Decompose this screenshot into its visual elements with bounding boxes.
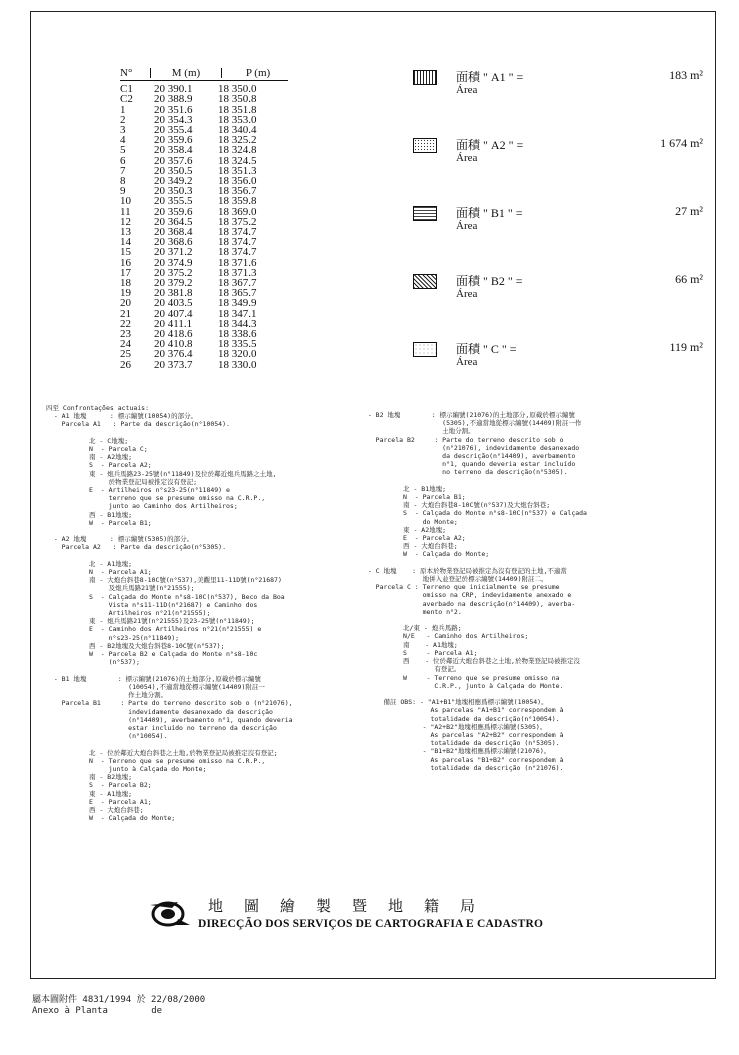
p-coordinate: 18 371.6 bbox=[218, 256, 257, 269]
legend-item-b1 bbox=[413, 202, 713, 270]
point-id: 24 bbox=[120, 338, 131, 351]
point-id: 5 bbox=[120, 144, 126, 157]
coordinate-row bbox=[120, 156, 288, 166]
point-id: 16 bbox=[120, 256, 131, 269]
m-coordinate: 20 407.4 bbox=[154, 307, 193, 320]
legend-area-word: Área bbox=[456, 84, 478, 96]
p-coordinate: 18 365.7 bbox=[218, 287, 257, 300]
p-coordinate: 18 374.7 bbox=[218, 246, 257, 259]
point-id: 8 bbox=[120, 175, 126, 188]
m-coordinate: 20 358.4 bbox=[154, 144, 193, 157]
m-coordinate: 20 379.2 bbox=[154, 277, 193, 290]
m-coordinate: 20 388.9 bbox=[154, 93, 193, 106]
p-coordinate: 18 371.3 bbox=[218, 266, 257, 279]
p-coordinate: 18 347.1 bbox=[218, 307, 257, 320]
m-coordinate: 20 355.5 bbox=[154, 195, 193, 208]
legend-area-word: Área bbox=[456, 288, 478, 300]
point-id: 26 bbox=[120, 358, 131, 371]
point-id: 1 bbox=[120, 103, 126, 116]
light-dotted-swatch-icon bbox=[413, 342, 437, 357]
m-coordinate: 20 376.4 bbox=[154, 348, 193, 361]
coordinate-row bbox=[120, 247, 288, 257]
coordinate-row bbox=[120, 84, 288, 94]
confrontations-right-column: - B2 地塊 : 標示編號(21076)的土地部分,原載於標示編號 (5305),不適當地從標示編號(14409)附註一作 土地分割。 Parcela B2 : Parte do terreno descrito sob o (n°21076), indevidamente desanexado da descrição(n°14409), averbamento n°1, quando deveria estar incluído no terreno da descrição(n°5305). 北 - B1地塊; N - Parcela B1; 南 - 大炮台斜巷8-10C號(n°537)及大炮台斜巷; S - Calçada do Monte n°s8-10C(n°537) e Calçada do Monte; 東 - A2地塊; E - Parcela A2; 西 - 大炮台斜巷; W - Calçada do Monte; - C 地塊 : 原本於物業登記局被推定為沒有登記的土地,不適當 地併入並登記於標示編號(14409)附註二。 Parcela C : Terreno que inicialmente se presume omisso na CRP, indevidamente anexado e averbado na descrição(n°14409), averba- mento n°2. 北/東 - 炮兵馬路; N/E - Caminho dos Artilheiros; 南 - A1地塊; S - Parcela A1; 西 - 位於鄰近大炮台斜巷之土地,於物業登記局被推定沒 有登記。 W - Terreno que se presume omisso na C.R.P., junto à Calçada do Monte. 備註 OBS: - "A1+B1"地塊相應爲標示編號(10054)。 As parcelas "A1+B1" correspondem à totalidade da descrição(n°10054). - "A2+B2"地塊相應爲標示編號(5305)。 As parcelas "A2+B2" correspondem à totalidade da descrição (n°5305). - "B1+B2"地塊相應爲標示編號(21076)。 As parcelas "B1+B2" correspondem à totalidade da descrição (n°21076). bbox=[367, 411, 587, 772]
p-coordinate: 18 359.8 bbox=[218, 195, 257, 208]
p-coordinate: 18 356.0 bbox=[218, 175, 257, 188]
legend-value: 1 674 m² bbox=[660, 136, 703, 150]
m-coordinate: 20 410.8 bbox=[154, 338, 193, 351]
point-id: 22 bbox=[120, 317, 131, 330]
coordinate-row bbox=[120, 268, 288, 278]
m-coordinate: 20 390.1 bbox=[154, 83, 193, 96]
legend-label: 面積 " A2 " = bbox=[456, 138, 524, 152]
coordinate-row bbox=[120, 278, 288, 288]
header-number: N° bbox=[120, 68, 151, 78]
point-id: 17 bbox=[120, 266, 131, 279]
annex-line-2: Anexo à Planta de bbox=[32, 1006, 163, 1016]
p-coordinate: 18 367.7 bbox=[218, 277, 257, 290]
coordinate-row bbox=[120, 186, 288, 196]
point-id: 15 bbox=[120, 246, 131, 259]
m-coordinate: 20 411.1 bbox=[154, 317, 193, 330]
m-coordinate: 20 371.2 bbox=[154, 246, 193, 259]
coordinate-row bbox=[120, 105, 288, 115]
point-id: 25 bbox=[120, 348, 131, 361]
legend-value: 27 m² bbox=[675, 204, 703, 218]
coordinate-row bbox=[120, 196, 288, 206]
dscc-logo-icon bbox=[148, 899, 192, 927]
header-m: M (m) bbox=[151, 68, 222, 78]
point-id: C1 bbox=[120, 83, 133, 96]
m-coordinate: 20 374.9 bbox=[154, 256, 193, 269]
point-id: 11 bbox=[120, 205, 131, 218]
coordinate-row bbox=[120, 360, 288, 370]
coordinate-table bbox=[120, 68, 288, 370]
point-id: 13 bbox=[120, 226, 131, 239]
coordinate-row bbox=[120, 166, 288, 176]
coordinate-row bbox=[120, 176, 288, 186]
point-id: 6 bbox=[120, 154, 126, 167]
legend-value: 183 m² bbox=[669, 68, 703, 82]
point-id: 12 bbox=[120, 215, 131, 228]
p-coordinate: 18 351.3 bbox=[218, 164, 257, 177]
p-coordinate: 18 350.0 bbox=[218, 83, 257, 96]
m-coordinate: 20 350.5 bbox=[154, 164, 193, 177]
p-coordinate: 18 344.3 bbox=[218, 317, 257, 330]
coordinate-row bbox=[120, 319, 288, 329]
p-coordinate: 18 324.8 bbox=[218, 144, 257, 157]
annex-line-1: 屬本圖附件 4831/1994 於 22/08/2000 bbox=[32, 995, 206, 1005]
p-coordinate: 18 335.5 bbox=[218, 338, 257, 351]
m-coordinate: 20 373.7 bbox=[154, 358, 193, 371]
p-coordinate: 18 356.7 bbox=[218, 185, 257, 198]
m-coordinate: 20 350.3 bbox=[154, 185, 193, 198]
p-coordinate: 18 338.6 bbox=[218, 328, 257, 341]
legend-value: 66 m² bbox=[675, 272, 703, 286]
m-coordinate: 20 359.6 bbox=[154, 205, 193, 218]
m-coordinate: 20 403.5 bbox=[154, 297, 193, 310]
m-coordinate: 20 357.6 bbox=[154, 154, 193, 167]
coordinate-row bbox=[120, 288, 288, 298]
p-coordinate: 18 349.9 bbox=[218, 297, 257, 310]
coordinate-row bbox=[120, 207, 288, 217]
coordinate-row bbox=[120, 298, 288, 308]
m-coordinate: 20 351.6 bbox=[154, 103, 193, 116]
p-coordinate: 18 340.4 bbox=[218, 124, 257, 137]
point-id: 21 bbox=[120, 307, 131, 320]
coordinate-rows bbox=[120, 84, 288, 370]
p-coordinate: 18 350.8 bbox=[218, 93, 257, 106]
legend-area-word: Área bbox=[456, 356, 478, 368]
dotted-swatch-icon bbox=[413, 138, 437, 153]
coordinate-row bbox=[120, 258, 288, 268]
legend-item-a2 bbox=[413, 134, 713, 202]
point-id: 20 bbox=[120, 297, 131, 310]
p-coordinate: 18 369.0 bbox=[218, 205, 257, 218]
area-legend bbox=[413, 66, 713, 406]
p-coordinate: 18 374.7 bbox=[218, 226, 257, 239]
p-coordinate: 18 320.0 bbox=[218, 348, 257, 361]
lined-swatch-icon bbox=[413, 206, 437, 221]
p-coordinate: 18 324.5 bbox=[218, 154, 257, 167]
point-id: 18 bbox=[120, 277, 131, 290]
point-id: 19 bbox=[120, 287, 131, 300]
point-id: 4 bbox=[120, 134, 126, 147]
point-id: C2 bbox=[120, 93, 133, 106]
p-coordinate: 18 351.8 bbox=[218, 103, 257, 116]
legend-value: 119 m² bbox=[669, 340, 703, 354]
legend-label: 面積 " B1 " = bbox=[456, 206, 523, 220]
m-coordinate: 20 364.5 bbox=[154, 215, 193, 228]
legend-area-word: Área bbox=[456, 220, 478, 232]
header-p: P (m) bbox=[245, 67, 271, 79]
point-id: 9 bbox=[120, 185, 126, 198]
legend-label: 面積 " C " = bbox=[456, 342, 517, 356]
coordinate-row bbox=[120, 217, 288, 227]
coordinate-row bbox=[120, 339, 288, 349]
point-id: 2 bbox=[120, 113, 126, 126]
point-id: 10 bbox=[120, 195, 131, 208]
p-coordinate: 18 353.0 bbox=[218, 113, 257, 126]
m-coordinate: 20 359.6 bbox=[154, 134, 193, 147]
point-id: 23 bbox=[120, 328, 131, 341]
legend-label: 面積 " B2 " = bbox=[456, 274, 523, 288]
agency-name-portuguese: DIRECÇÃO DOS SERVIÇOS DE CARTOGRAFIA E CADASTRO bbox=[198, 918, 544, 930]
p-coordinate: 18 375.2 bbox=[218, 215, 257, 228]
point-id: 3 bbox=[120, 124, 126, 137]
coordinate-row bbox=[120, 227, 288, 237]
point-id: 14 bbox=[120, 236, 131, 249]
coordinate-row bbox=[120, 237, 288, 247]
coordinate-row bbox=[120, 329, 288, 339]
coordinate-row bbox=[120, 349, 288, 359]
confrontations-left-column: 四至 Confrontações actuais: - A1 地塊 : 標示編號(10054)的部分。 Parcela A1 : Parte da descrição(n°10054). 北 - C地塊; N - Parcela C; 南 - A2地塊; S - Parcela A2; 東 - 炮兵馬路23-25號(n°11849)及位於鄰近炮兵馬路之土地, 於物業登記局被推定沒有登記; E - Artilheiros n°s23-25(n°11849) e terreno que se presume omisso na C.R.P., junto ao Caminho dos Artilheiros; 西 - B1地塊; W - Parcela B1; - A2 地塊 : 標示編號(5305)的部分。 Parcela A2 : Parte da descrição(n°5305). 北 - A1地塊; N - Parcela A1; 南 - 大炮台斜巷8-10C號(n°537),美觀里11-11D號(n°21687) 及炮兵馬路21號(n°21555); S - Calçada do Monte n°s8-10C(n°537), Beco da Boa Vista n°s11-11D(n°21687) e Caminho dos Artilheiros n°21(n°21555); 東 - 炮兵馬路21號(n°21555)及23-25號(n°11849); E - Caminho dos Artilheiros n°21(n°21555) e n°s23-25(n°11849); 西 - B2地塊及大炮台斜巷8-10C號(n°537); W - Parcela B2 e Calçada do Monte n°s8-10c (n°537); - B1 地塊 : 標示編號(21076)的土地部分,原載於標示編號 (10054),不適當地從標示編號(14409)附註一 作土地分割。 Parcela B1 : Parte do terreno descrito sob o (n°21076), indevidamente desanexado da descrição (n°14409), averbamento n°1, quando deveria estar incluído no terreno da descrição (n°10054). 北 - 位於鄰近大炮台斜巷之土地,於物業登記局被推定沒有登記; N - Terreno que se presume omisso na C.R.P., junto à Calçada do Monte; 南 - B2地塊; S - Parcela B2; 東 - A1地塊; E - Parcela A1; 西 - 大炮台斜巷; W - Calçada do Monte; bbox=[46, 404, 293, 823]
m-coordinate: 20 418.6 bbox=[154, 328, 193, 341]
coordinate-row bbox=[120, 125, 288, 135]
p-coordinate: 18 374.7 bbox=[218, 236, 257, 249]
legend-area-word: Área bbox=[456, 152, 478, 164]
p-coordinate: 18 330.0 bbox=[218, 358, 257, 371]
coordinate-row bbox=[120, 115, 288, 125]
coordinate-row bbox=[120, 145, 288, 155]
coordinate-row bbox=[120, 135, 288, 145]
m-coordinate: 20 354.3 bbox=[154, 113, 193, 126]
legend-label: 面積 " A1 " = bbox=[456, 70, 524, 84]
hatch-swatch-icon bbox=[413, 70, 437, 85]
coordinate-table-header bbox=[120, 68, 288, 81]
m-coordinate: 20 349.2 bbox=[154, 175, 193, 188]
m-coordinate: 20 375.2 bbox=[154, 266, 193, 279]
p-coordinate: 18 325.2 bbox=[218, 134, 257, 147]
m-coordinate: 20 355.4 bbox=[154, 124, 193, 137]
coordinate-row bbox=[120, 94, 288, 104]
annex-footer bbox=[32, 995, 205, 1017]
m-coordinate: 20 381.8 bbox=[154, 287, 193, 300]
m-coordinate: 20 368.6 bbox=[154, 236, 193, 249]
agency-name-chinese: 地圖繪製暨地籍局 bbox=[208, 897, 497, 915]
legend-item-c bbox=[413, 338, 713, 406]
legend-item-a1 bbox=[413, 66, 713, 134]
m-coordinate: 20 368.4 bbox=[154, 226, 193, 239]
point-id: 7 bbox=[120, 164, 126, 177]
legend-item-b2 bbox=[413, 270, 713, 338]
diagonal-swatch-icon bbox=[413, 274, 437, 289]
coordinate-row bbox=[120, 309, 288, 319]
